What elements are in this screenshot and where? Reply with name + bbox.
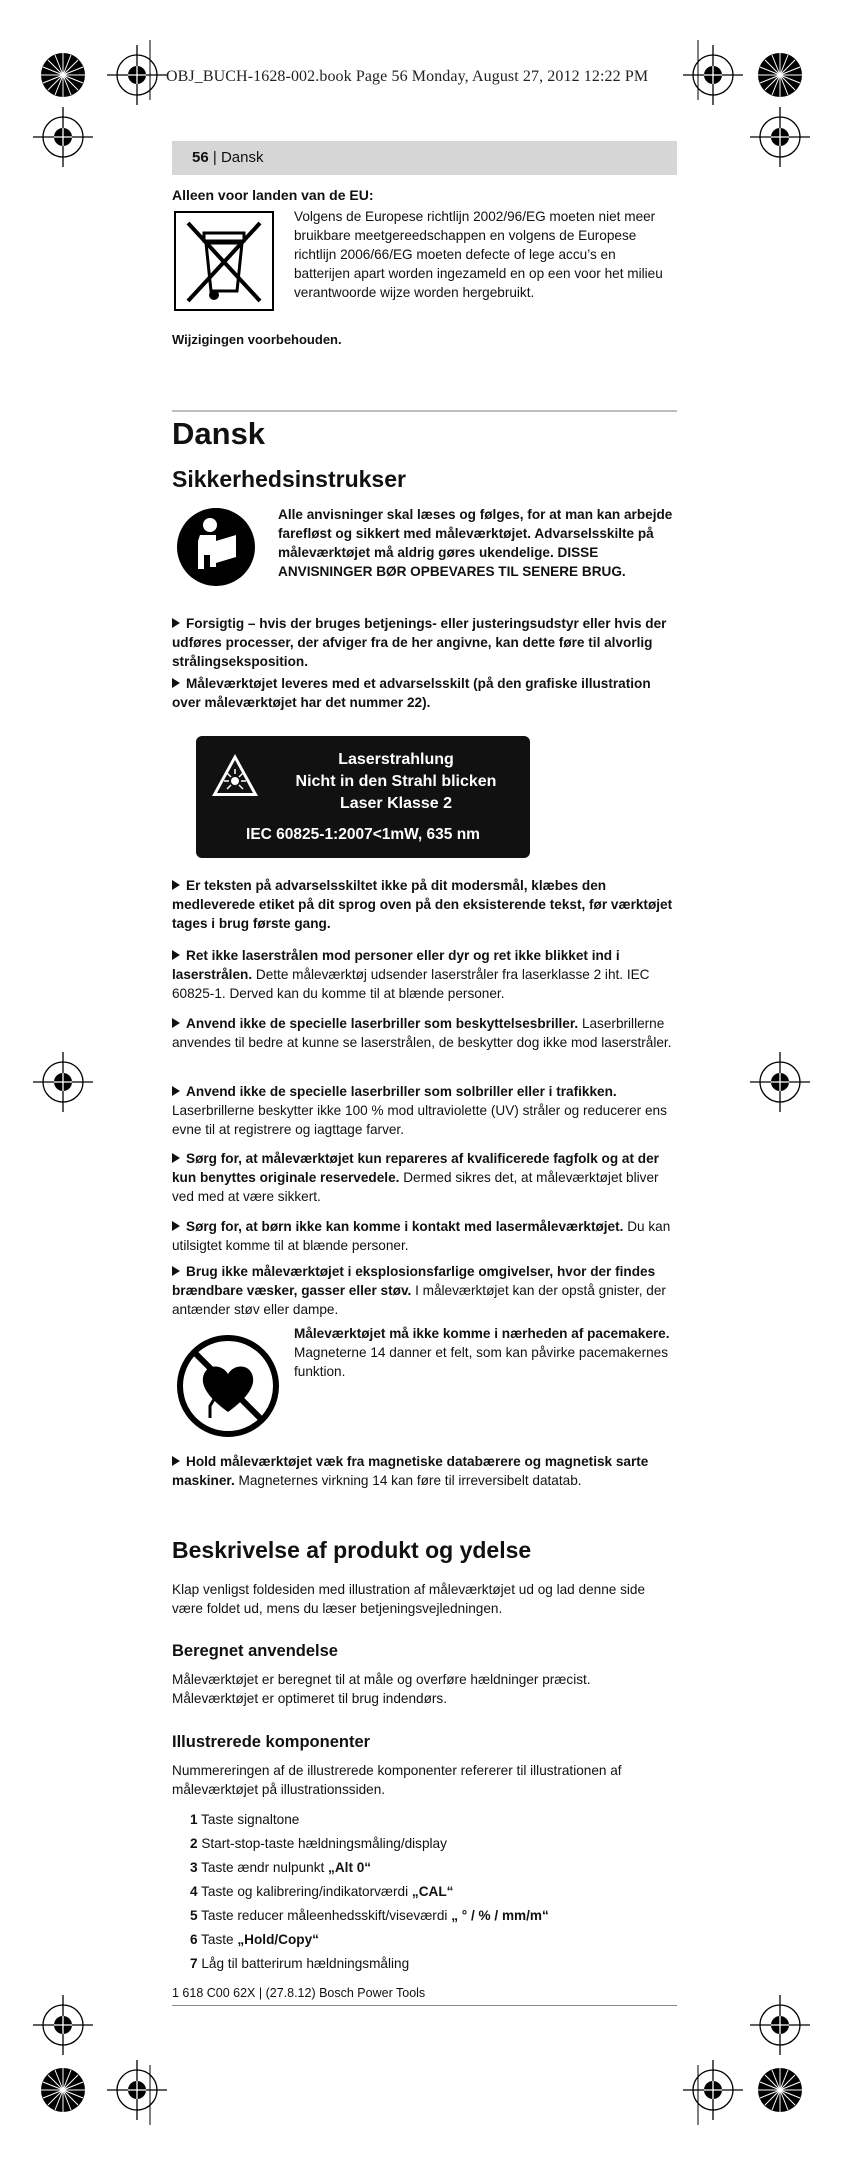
bullet-bold: Sørg for, at måleværktøjet kun repareres af kvalificerede fagfolk og at der kun benyttes originale reservedele. (172, 1151, 659, 1185)
component-item (190, 1858, 371, 1877)
component-text: Taste ændr nulpunkt (201, 1860, 329, 1875)
language-title: Dansk (172, 416, 266, 451)
page-footer: 1 618 C00 62X | (27.8.12) Bosch Power Tools (172, 1986, 426, 2000)
component-key: „ ° / % / mm/m“ (451, 1908, 549, 1923)
bullet-bold: Anvend ikke de specielle laserbriller som solbriller eller i trafikken. (186, 1084, 617, 1099)
component-item (190, 1834, 447, 1853)
section-rule (172, 410, 677, 412)
no-pacemaker-icon (176, 1334, 280, 1438)
bullet-text: Måleværktøjet leveres med et advarselsskilt (på den grafiske illustration over måleværktøjet har det nummer 22). (172, 676, 651, 710)
bullet-text: Magneternes virkning 14 kan føre til irreversibelt datatab. (238, 1473, 582, 1488)
safety-intro: Alle anvisninger skal læses og følges, for at man kan arbejde farefløst og sikkert med måleværktøjet. Advarselsskilte på måleværktøjet må aldrig gøres ukendelige. DISSE ANVISNINGER BØR OPBEVARES TIL SENERE BRUG. (278, 507, 673, 579)
bullet-text: Dette måleværktøj udsender laserstråler fra laserklasse 2 iht. IEC 60825-1. Derved kan du komme til at blænde personer. (172, 967, 650, 1001)
changes-reserved: Wijzigingen voorbehouden. (172, 332, 342, 347)
header-language: Dansk (220, 149, 264, 166)
bullet-bold: Ret ikke laserstrålen mod personer eller dyr og ret ikke blikket ind i laserstrålen. (172, 948, 620, 982)
safety-bullet-5 (172, 1014, 680, 1052)
component-key: „Hold/Copy“ (237, 1932, 319, 1947)
component-number: 7 (190, 1956, 198, 1971)
component-number: 1 (190, 1812, 198, 1827)
label-line-2: Nicht in den Strahl blicken (295, 773, 497, 790)
component-number: 4 (190, 1884, 198, 1899)
bullet-bold: Anvend ikke de specielle laserbriller som beskyttelsesbriller. (186, 1016, 579, 1031)
safety-bullet-10 (172, 1452, 680, 1490)
page-number: 56 (192, 149, 209, 166)
footer-rule (172, 2005, 677, 2006)
bullet-text: Laserbrillerne beskytter ikke 100 % mod ultraviolette (UV) stråler og reducerer ens evne til at registrere og iagttage farver. (172, 1103, 667, 1137)
pacemaker-bold: Måleværktøjet må ikke komme i nærheden af pacemakere. (294, 1326, 670, 1341)
bullet-text: Du kan utilsigtet komme til at blænde personer. (172, 1219, 671, 1253)
bullet-triangle-icon (172, 678, 180, 688)
component-number: 6 (190, 1932, 198, 1947)
component-item (190, 1906, 549, 1925)
safety-bullet-4 (172, 946, 680, 1003)
eu-disposal-text: Volgens de Europese richtlijn 2002/96/EG moeten niet meer bruikbare meetgereedschappen en volgens de Europese richtlijn 2006/66/EG moeten defecte of lege accu’s en batterijen apart worden ingezameld en op een voor het milieu verantwoorde wijze worden hergebruikt. (294, 209, 663, 300)
bullet-bold: Hold måleværktøjet væk fra magnetiske databærere og magnetisk sarte maskiner. (172, 1454, 649, 1488)
component-text: Låg til batterirum hældningsmåling (201, 1956, 410, 1971)
component-text: Start-stop-taste hældningsmåling/display (201, 1836, 447, 1851)
page-header-bar (172, 141, 677, 175)
intended-use-heading: Beregnet anvendelse (172, 1642, 338, 1660)
eu-heading: Alleen voor landen van de EU: (172, 187, 374, 203)
bullet-text: Forsigtig – hvis der bruges betjenings- eller justeringsudstyr eller hvis der udføres processer, der afviger fra de her angivne, kan dette føre til alvorlig strålingseksposition. (172, 616, 667, 669)
bullet-triangle-icon (172, 880, 180, 890)
bullet-triangle-icon (172, 1086, 180, 1096)
bullet-triangle-icon (172, 950, 180, 960)
bullet-bold: Brug ikke måleværktøjet i eksplosionsfarlige omgivelser, hvor der findes brændbare væsker, gasser eller støv. (172, 1264, 656, 1298)
component-text: Taste og kalibrering/indikatorværdi (201, 1884, 412, 1899)
component-number: 2 (190, 1836, 198, 1851)
pacemaker-warning (294, 1324, 679, 1381)
bullet-text: Laserbrillerne anvendes til bedre at kunne se laserstrålen, de beskytter dog ikke mod laserstråler. (172, 1016, 672, 1050)
bullet-triangle-icon (172, 1153, 180, 1163)
intended-use-text: Måleværktøjet er beregnet til at måle og overføre hældninger præcist. Måleværktøjet er optimeret til brug indendørs. (172, 1672, 591, 1706)
read-manual-icon (176, 507, 256, 587)
label-line-3: Laser Klasse 2 (339, 795, 453, 812)
weee-bin-icon (174, 211, 274, 311)
component-item (190, 1930, 319, 1949)
product-heading: Beskrivelse af produkt og ydelse (172, 1537, 532, 1563)
safety-bullet-6 (172, 1082, 680, 1139)
bullet-triangle-icon (172, 1018, 180, 1028)
page-header (192, 149, 263, 166)
component-item (190, 1954, 409, 1973)
safety-bullet-7 (172, 1149, 680, 1206)
safety-bullet-9 (172, 1262, 680, 1319)
safety-bullet-3 (172, 876, 680, 933)
bullet-triangle-icon (172, 1266, 180, 1276)
component-key: „Alt 0“ (328, 1860, 372, 1875)
component-text: Taste signaltone (201, 1812, 300, 1827)
component-key: „CAL“ (411, 1884, 454, 1899)
safety-bullet-1 (172, 614, 680, 671)
bullet-text: I måleværktøjet kan der opstå gnister, der antænder støv eller dampe. (172, 1283, 666, 1317)
laser-warning-triangle-icon (210, 752, 260, 798)
product-text: Klap venligst foldesiden med illustration af måleværktøjet ud og lad denne side være foldet ud, mens du læser betjeningsvejledningen. (172, 1582, 646, 1616)
safety-bullet-2 (172, 674, 680, 712)
bullet-text: Dermed sikres det, at måleværktøjet bliver ved med at være sikkert. (172, 1170, 659, 1204)
label-line-4: IEC 60825-1:2007<1mW, 635 nm (246, 826, 480, 843)
safety-bullet-8 (172, 1217, 680, 1255)
pacemaker-text: Magneterne 14 danner et felt, som kan påvirke pacemakernes funktion. (294, 1345, 669, 1379)
component-number: 3 (190, 1860, 198, 1875)
component-item (190, 1882, 453, 1901)
safety-heading: Sikkerhedsinstrukser (172, 466, 406, 492)
bullet-bold: Sørg for, at børn ikke kan komme i kontakt med lasermåleværktøjet. (186, 1219, 624, 1234)
components-heading: Illustrerede komponenter (172, 1733, 371, 1751)
bullet-triangle-icon (172, 1221, 180, 1231)
bullet-triangle-icon (172, 1456, 180, 1466)
label-line-1: Laserstrahlung (338, 751, 454, 768)
header-separator: | (212, 149, 217, 166)
components-text: Nummereringen af de illustrerede komponenter refererer til illustrationen af måleværktøjet på illustrationssiden. (172, 1763, 622, 1797)
component-number: 5 (190, 1908, 198, 1923)
laser-warning-label (196, 736, 530, 858)
component-text: Taste (201, 1932, 238, 1947)
component-item (190, 1810, 299, 1829)
bullet-triangle-icon (172, 618, 180, 628)
component-text: Taste reducer måleenhedsskift/viseværdi (201, 1908, 452, 1923)
print-slug-line: OBJ_BUCH-1628-002.book Page 56 Monday, August 27, 2012 12:22 PM (166, 68, 649, 85)
bullet-text: Er teksten på advarselsskiltet ikke på dit modersmål, klæbes den medleverede etiket på dit sprog oven på den eksisterende tekst, før værktøjet tages i brug første gang. (172, 878, 673, 931)
